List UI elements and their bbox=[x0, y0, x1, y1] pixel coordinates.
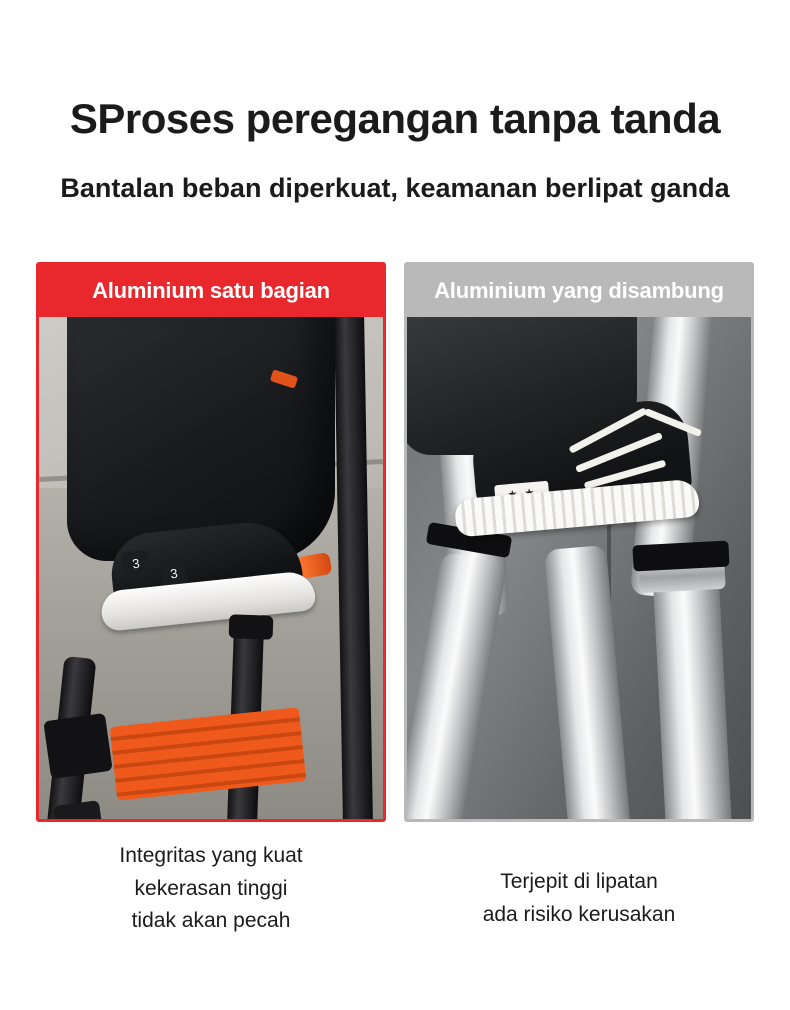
comparison-panels bbox=[36, 262, 754, 822]
caption-line: Integritas yang kuat bbox=[119, 844, 303, 867]
shoe-right-photo bbox=[447, 397, 717, 547]
panel-label-jointed: Aluminium yang disambung bbox=[407, 265, 751, 317]
shoe-tag-right: 3 bbox=[159, 559, 188, 588]
aluminium-tube-middle bbox=[544, 545, 632, 819]
panel-captions bbox=[36, 840, 754, 938]
page-title: SProses peregangan tanpa tanda bbox=[69, 95, 721, 142]
ladder-clamp-bottom bbox=[43, 713, 112, 779]
caption-line: Terjepit di lipatan bbox=[500, 870, 658, 893]
photo-one-piece-ladder bbox=[39, 317, 383, 819]
panel-jointed-aluminium bbox=[404, 262, 754, 822]
panel-one-piece-aluminium bbox=[36, 262, 386, 822]
panel-label-one-piece: Aluminium satu bagian bbox=[39, 265, 383, 317]
shoe-tag-left: 3 bbox=[121, 549, 150, 578]
caption-line: tidak akan pecah bbox=[131, 909, 291, 933]
caption-jointed bbox=[404, 840, 754, 938]
caption-line: ada risiko kerusakan bbox=[482, 902, 676, 926]
photo-jointed-ladder bbox=[407, 317, 751, 819]
page-subtitle: Bantalan beban diperkuat, keamanan berlipat ganda bbox=[60, 173, 730, 203]
aluminium-tube-lower-left bbox=[407, 551, 508, 819]
trousers bbox=[67, 317, 335, 561]
shoe-left-photo bbox=[101, 527, 313, 637]
caption-one-piece bbox=[36, 840, 386, 938]
caption-line: kekerasan tinggi bbox=[134, 876, 288, 900]
ladder-clamp-middle bbox=[229, 614, 274, 640]
